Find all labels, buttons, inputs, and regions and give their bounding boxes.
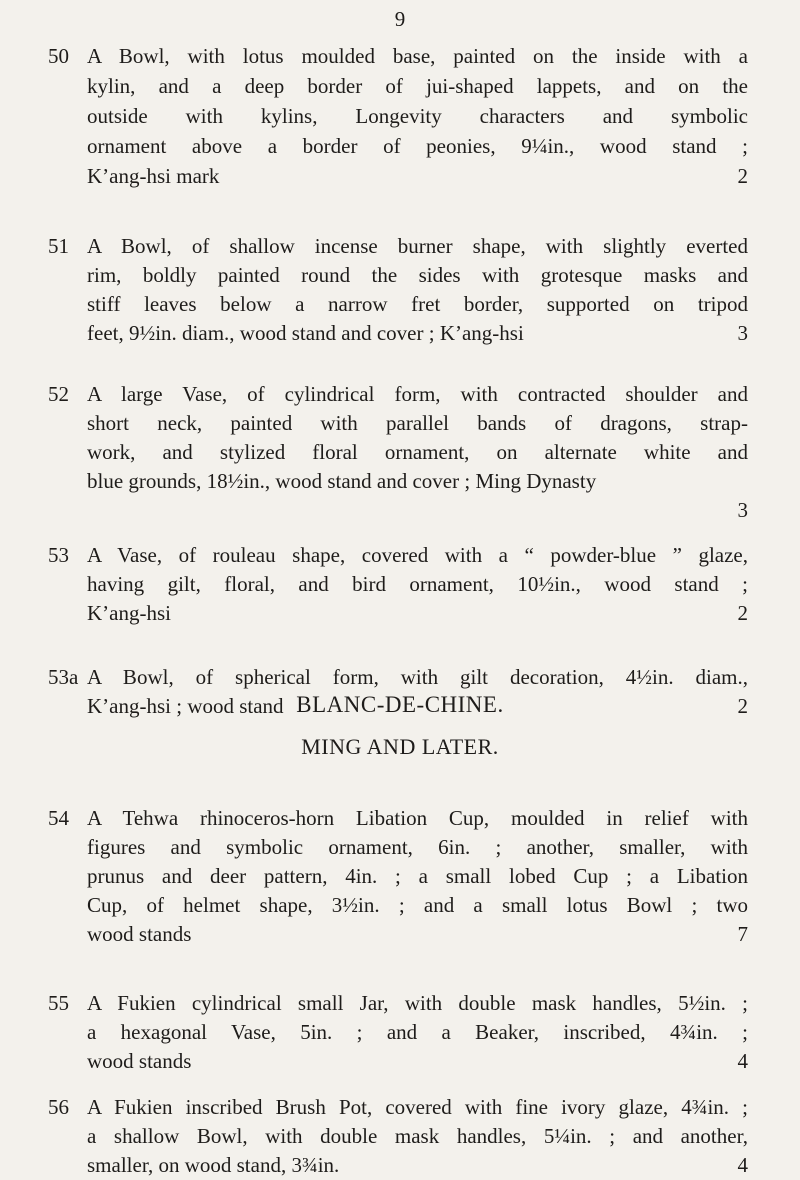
lot-quantity: 2 <box>737 694 748 718</box>
lot-number: 54 <box>48 806 69 830</box>
lot-line: short neck, painted with parallel bands of dragons, strap- <box>87 411 748 435</box>
lot-line: prunus and deer pattern, 4in. ; a small lobed Cup ; a Libation <box>87 864 748 888</box>
lot-line: A Bowl, of spherical form, with gilt decoration, 4½in. diam., <box>87 665 748 689</box>
lot-line: A Fukien cylindrical small Jar, with double mask handles, 5½in. ; <box>87 991 748 1015</box>
lot-quantity: 4 <box>737 1049 748 1073</box>
lot-line: a shallow Bowl, with double mask handles, 5¼in. ; and another, <box>87 1124 748 1148</box>
lot-line: outside with kylins, Longevity characters and symbolic <box>87 104 748 128</box>
lot-number: 50 <box>48 44 69 68</box>
lot-quantity: 4 <box>737 1153 748 1177</box>
lot-line: ornament above a border of peonies, 9¼in., wood stand ; <box>87 134 748 158</box>
lot-number: 53a <box>48 665 79 689</box>
lot-quantity: 7 <box>737 922 748 946</box>
lot-line: A Bowl, with lotus moulded base, painted on the inside with a <box>87 44 748 68</box>
lot-number: 56 <box>48 1095 69 1119</box>
lot-quantity: 2 <box>737 601 748 625</box>
lot-quantity: 3 <box>737 321 748 345</box>
lot-line: A Fukien inscribed Brush Pot, covered with fine ivory glaze, 4¾in. ; <box>87 1095 748 1119</box>
lot-number: 52 <box>48 382 69 406</box>
page-number: 9 <box>394 7 406 31</box>
lot-line: wood stands <box>87 922 192 946</box>
lot-line: rim, boldly painted round the sides with grotesque masks and <box>87 263 748 287</box>
lot-line: K’ang-hsi <box>87 601 171 625</box>
lot-number: 51 <box>48 234 69 258</box>
section-title: BLANC-DE-CHINE. <box>296 692 504 717</box>
lot-line: A Tehwa rhinoceros-horn Libation Cup, moulded in relief with <box>87 806 748 830</box>
lot-line: stiff leaves below a narrow fret border, supported on tripod <box>87 292 748 316</box>
lot-line: Cup, of helmet shape, 3½in. ; and a small lotus Bowl ; two <box>87 893 748 917</box>
lot-quantity: 2 <box>737 164 748 188</box>
lot-line: blue grounds, 18½in., wood stand and cover ; Ming Dynasty <box>87 469 597 493</box>
lot-line: having gilt, floral, and bird ornament, 10½in., wood stand ; <box>87 572 748 596</box>
lot-line: a hexagonal Vase, 5in. ; and a Beaker, inscribed, 4¾in. ; <box>87 1020 748 1044</box>
lot-number: 55 <box>48 991 69 1015</box>
lot-line: work, and stylized floral ornament, on alternate white and <box>87 440 748 464</box>
lot-line: figures and symbolic ornament, 6in. ; another, smaller, with <box>87 835 748 859</box>
lot-line: smaller, on wood stand, 3¾in. <box>87 1153 340 1177</box>
section-subtitle: MING AND LATER. <box>301 734 499 759</box>
lot-line: A Vase, of rouleau shape, covered with a “ powder-blue ” glaze, <box>87 543 748 567</box>
lot-line: K’ang-hsi mark <box>87 164 220 188</box>
lot-line: A large Vase, of cylindrical form, with contracted shoulder and <box>87 382 748 406</box>
lot-quantity: 3 <box>737 498 748 522</box>
lot-line: kylin, and a deep border of jui-shaped lappets, and on the <box>87 74 748 98</box>
lot-line: A Bowl, of shallow incense burner shape, with slightly everted <box>87 234 748 258</box>
lot-line: wood stands <box>87 1049 192 1073</box>
lot-number: 53 <box>48 543 69 567</box>
lot-line: feet, 9½in. diam., wood stand and cover ; K’ang-hsi <box>87 321 524 345</box>
lot-line: K’ang-hsi ; wood stand <box>87 694 284 718</box>
